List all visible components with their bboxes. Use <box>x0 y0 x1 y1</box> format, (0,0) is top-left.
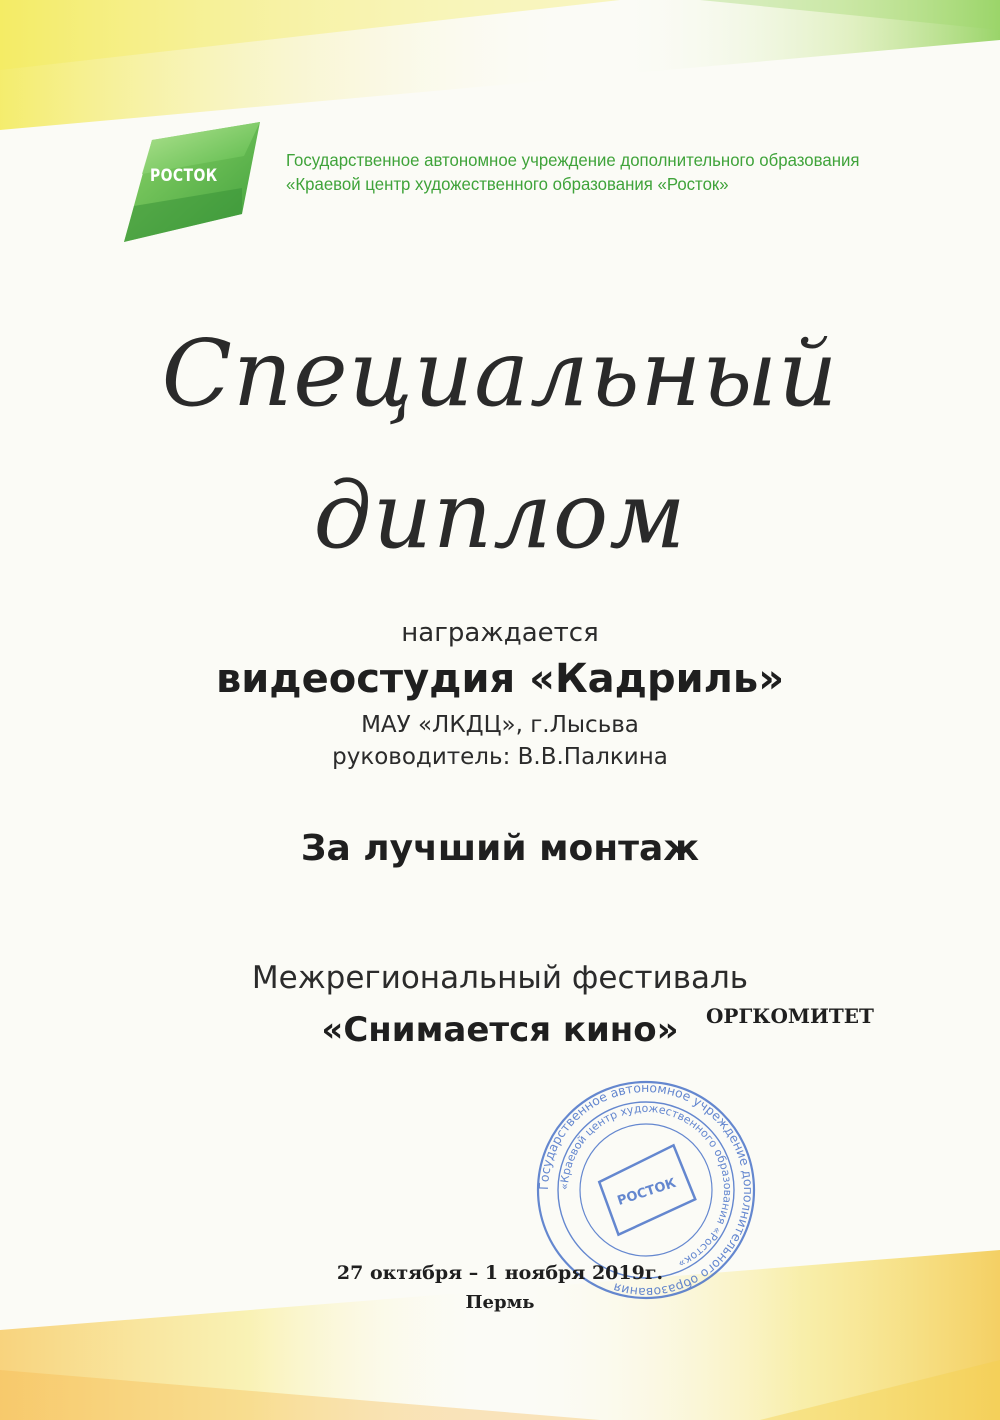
organization-line-2: «Краевой центр художественного образования «Росток» <box>286 174 729 194</box>
recipient-name: видеостудия «Кадриль» <box>215 656 785 702</box>
organization-line-1: Государственное автономное учреждение дополнительного образования <box>286 150 860 170</box>
festival-city: Пермь <box>465 1292 535 1313</box>
stamp-outer-text: Государственное автономное учреждение дополнительного образования <box>536 1080 756 1300</box>
awarded-label: награждается <box>401 618 599 648</box>
organization-name <box>286 148 920 196</box>
stamp-logo <box>596 1144 699 1235</box>
recipient-organization: МАУ «ЛКДЦ», г.Лысьва <box>361 712 639 738</box>
logo-text: РОСТОК <box>150 166 218 186</box>
recipient-head: руководитель: В.В.Палкина <box>332 744 668 770</box>
organizing-committee-label: ОРГКОМИТЕТ <box>706 1004 874 1028</box>
diploma-title-line-2: диплом <box>313 462 687 569</box>
festival-name: «Снимается кино» <box>321 1010 679 1050</box>
stamp-inner-text: «Краевой центр художественного образования «Росток» <box>557 1101 735 1271</box>
diploma-title-line-1: Специальный <box>161 320 839 427</box>
nomination: За лучший монтаж <box>300 828 700 869</box>
stamp-logo-text: РОСТОК <box>615 1175 678 1209</box>
festival-dates: 27 октября – 1 ноября 2019г. <box>336 1262 664 1284</box>
festival-type: Межрегиональный фестиваль <box>251 960 749 996</box>
